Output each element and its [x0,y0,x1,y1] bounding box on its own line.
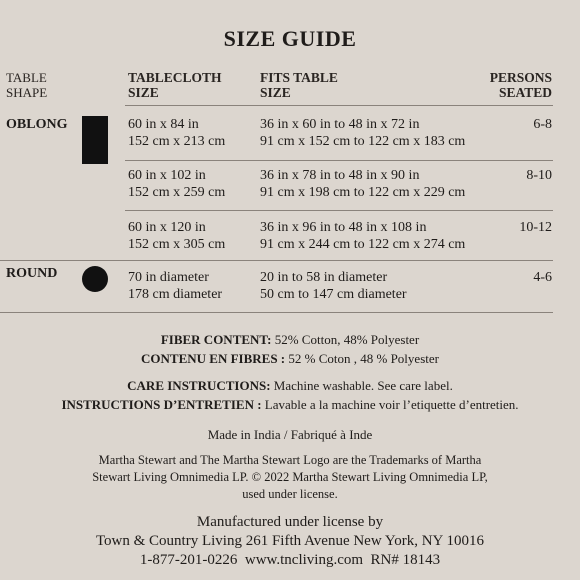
fiber-content-en-label: FIBER CONTENT: [160,332,272,347]
row-1-cloth-cm: 152 cm x 213 cm [128,134,226,149]
manufacturer-line-3: 1-877-201-0226 www.tncliving.com RN# 18143 [139,552,441,568]
trademark-line-1: Martha Stewart and The Martha Stewart Logo are the Trademarks of Martha [98,453,482,467]
header-table-shape-line2: SHAPE [6,85,48,100]
row-4-cloth-in: 70 in diameter [128,270,209,285]
row-1-divider [125,160,553,161]
header-tablecloth-line1: TABLECLOTH [128,70,222,85]
header-persons-line2: SEATED [498,85,552,100]
row-4-fits [260,269,407,303]
header-persons-line1: PERSONS [489,70,552,85]
header-persons-seated [490,70,552,100]
header-table-shape-line1: TABLE [6,70,47,85]
fiber-content-en-value: 52% Cotton, 48% Polyester [271,332,420,347]
row-2-persons: 8-10 [526,168,552,183]
fiber-content-fr-label: CONTENU EN FIBRES : [141,351,286,366]
round-shape-icon [82,266,108,292]
row-2-cloth-cm: 152 cm x 259 cm [128,185,226,200]
row-3-fits-cm: 91 cm x 244 cm to 122 cm x 274 cm [260,237,466,252]
row-2-cloth [128,167,225,201]
header-table-shape [6,70,47,100]
care-instructions-en-label: CARE INSTRUCTIONS: [127,378,271,393]
row-4-cloth-cm: 178 cm diameter [128,287,223,302]
care-instructions-fr-value: Lavable a la machine voir l’etiquette d’entretien. [261,397,519,412]
row-3-fits-in: 36 in x 96 in to 48 in x 108 in [260,220,427,235]
row-1-fits-in: 36 in x 60 in to 48 in x 72 in [260,117,420,132]
made-in: Made in India / Fabriqué à Inde [207,427,373,442]
header-divider [125,105,553,106]
row-1-persons: 6-8 [533,117,552,132]
trademark-line-2: Stewart Living Omnimedia LP. © 2022 Martha Stewart Living Omnimedia LP, [92,470,488,484]
fiber-content-fr-value: 52 % Coton , 48 % Polyester [285,351,439,366]
row-1-fits-cm: 91 cm x 152 cm to 122 cm x 183 cm [260,134,466,149]
row-1-cloth [128,116,225,150]
row-3-cloth-in: 60 in x 120 in [128,220,206,235]
row-1-cloth-in: 60 in x 84 in [128,117,199,132]
row-3-cloth [128,219,225,253]
header-fits-line1: FITS TABLE [260,70,338,85]
row-2-cloth-in: 60 in x 102 in [128,168,206,183]
fiber-content-fr [0,350,580,367]
row-3-divider [0,260,553,261]
care-instructions-en-value: Machine washable. See care label. [270,378,453,393]
row-2-fits [260,167,465,201]
shape-label-oblong: OBLONG [6,117,68,132]
row-4-persons: 4-6 [533,270,552,285]
manufacturer-line-1: Manufactured under license by [196,514,384,530]
care-instructions-en [0,377,580,394]
header-tablecloth-size [128,70,222,100]
row-4-fits-cm: 50 cm to 147 cm diameter [260,287,407,302]
manufacturer-line-2: Town & Country Living 261 Fifth Avenue New York, NY 10016 [95,533,485,549]
row-2-fits-in: 36 in x 78 in to 48 in x 90 in [260,168,420,183]
shape-label-round: ROUND [6,266,58,281]
fiber-content-en [0,331,580,348]
header-fits-line2: SIZE [260,85,291,100]
row-1-fits [260,116,465,150]
row-2-divider [125,210,553,211]
oblong-shape-icon [82,116,108,164]
page-title: SIZE GUIDE [223,26,357,51]
header-fits-table-size [260,70,338,100]
row-3-fits [260,219,465,253]
header-tablecloth-line2: SIZE [128,85,159,100]
trademark-line-3: used under license. [242,487,338,501]
table-bottom-divider [0,312,553,313]
row-3-cloth-cm: 152 cm x 305 cm [128,237,226,252]
care-instructions-fr-label: INSTRUCTIONS D’ENTRETIEN : [61,397,262,412]
row-2-fits-cm: 91 cm x 198 cm to 122 cm x 229 cm [260,185,466,200]
row-4-cloth [128,269,222,303]
care-instructions-fr [0,396,580,413]
row-4-fits-in: 20 in to 58 in diameter [260,270,388,285]
row-3-persons: 10-12 [519,220,552,235]
